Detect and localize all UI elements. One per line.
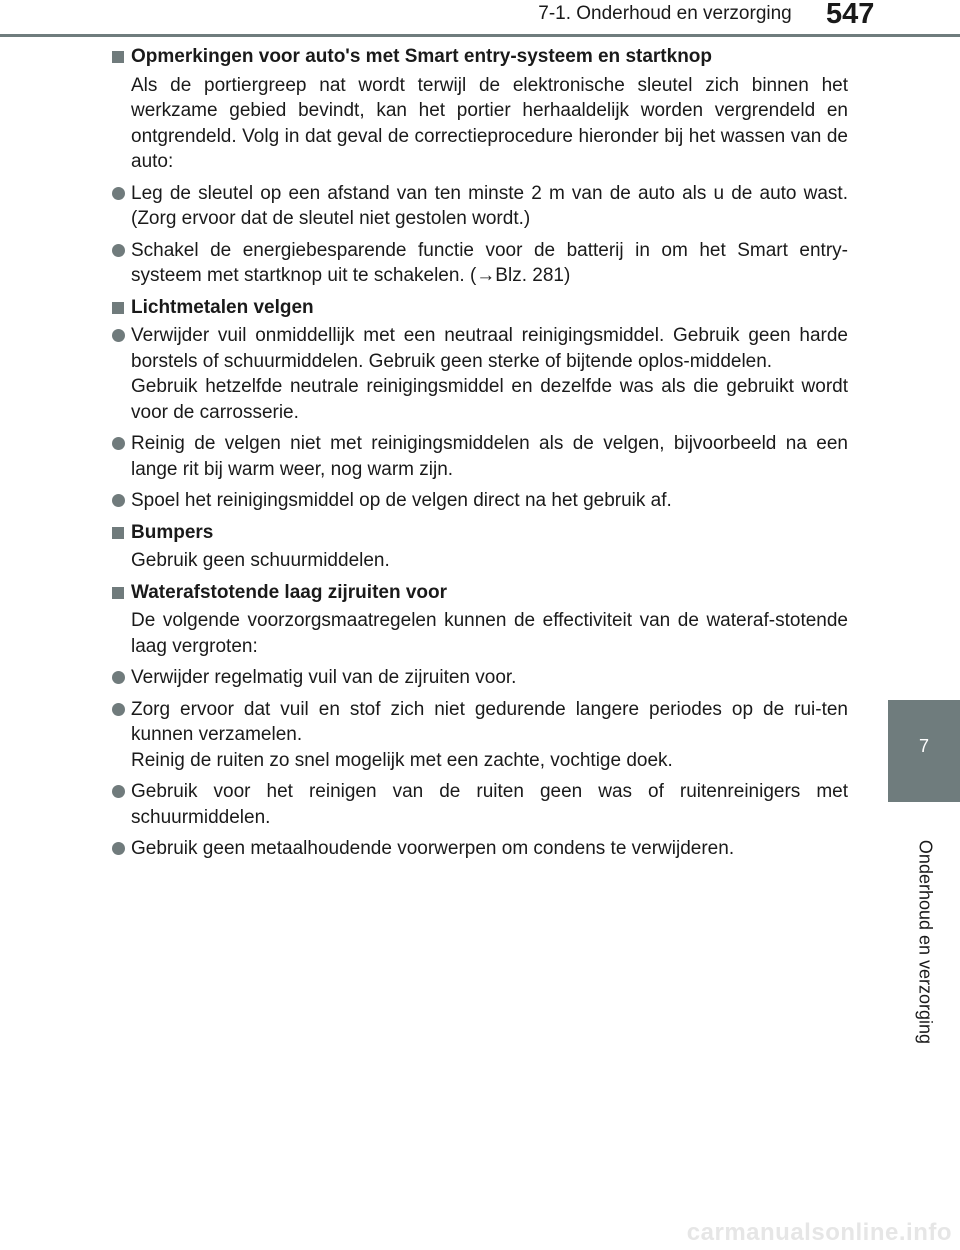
bullet-text: Verwijder vuil onmiddellijk met een neutraal reinigingsmiddel. Gebruik geen harde borstels of schuurmiddelen. Gebruik geen sterke of bijtende oplos-middelen. [131,325,848,372]
round-bullet-icon [112,244,125,257]
header-rule [0,34,960,37]
bullet-text: Spoel het reinigingsmiddel op de velgen direct na het gebruik af. [131,490,672,511]
section [112,520,848,574]
bullet-text: Gebruik voor het reinigen van de ruiten geen was of ruitenreinigers met schuurmiddelen. [131,781,848,828]
bullet-item [112,238,848,289]
bullet-text: Gebruik geen metaalhoudende voorwerpen om condens te verwijderen. [131,838,735,859]
section-heading-text: Bumpers [131,521,214,543]
bullet-item [112,323,848,425]
bullet-text: Reinig de ruiten zo snel mogelijk met een zachte, vochtige doek. [131,749,673,771]
running-header-title: 7-1. Onderhoud en verzorging [538,3,792,24]
square-bullet-icon [112,527,124,539]
bullet-text: Gebruik hetzelfde neutrale reinigingsmiddel en dezelfde was als die gebruikt wordt voor de carrosserie. [131,376,848,423]
bullet-item [112,431,848,482]
bullet-item [112,181,848,232]
bullet-text: Leg de sleutel op een afstand van ten minste 2 m van de auto als u de auto wast. (Zorg ervoor dat de sleutel niet gestolen wordt.) [131,182,848,229]
square-bullet-icon [112,302,124,314]
section [112,44,848,289]
bullet-text: Reinig de velgen niet met reinigingsmiddelen als de velgen, bijvoorbeeld na een lange rit bij warm weer, nog warm zijn. [131,433,848,480]
chapter-number: 7 [918,736,929,756]
section-paragraph: Als de portiergreep nat wordt terwijl de elektronische sleutel zich binnen het werkzame gebied bevindt, kan het portier herhaaldelijk worden vergrendeld en ontgrendeld. Volg in dat geval de correctieprocedure hieronder bij het wassen van de auto: [131,74,848,172]
bullet-item [112,836,848,862]
bullet-item [112,665,848,691]
section [112,295,848,514]
watermark: carmanualsonline.info [686,1219,952,1246]
section [112,580,848,862]
section-heading-text: Lichtmetalen velgen [131,296,314,318]
section-heading-text: Opmerkingen voor auto's met Smart entry-systeem en startknop [131,46,713,67]
bullet-text: Schakel de energiebesparende functie voor de batterij in om het Smart entry-systeem met startknop uit te schakelen. (→Blz. 281) [131,239,848,286]
bullet-item [112,488,848,514]
section-heading [112,580,848,606]
round-bullet-icon [112,437,125,450]
bullet-text: Verwijder regelmatig vuil van de zijruiten voor. [131,667,517,688]
chapter-tab-label-area [888,807,960,1077]
section-heading [112,44,848,70]
round-bullet-icon [112,785,125,798]
round-bullet-icon [112,703,125,716]
page-body [112,44,848,868]
round-bullet-icon [112,494,125,507]
bullet-text: Zorg ervoor dat vuil en stof zich niet gedurende langere periodes op de rui-ten kunnen verzamelen. [131,698,848,745]
section-paragraph: De volgende voorzorgsmaatregelen kunnen de effectiviteit van de wateraf-stotende laag vergroten: [131,610,848,657]
square-bullet-icon [112,51,124,63]
round-bullet-icon [112,187,125,200]
round-bullet-icon [112,842,125,855]
section-heading [112,295,848,321]
round-bullet-icon [112,671,125,684]
chapter-tab [888,700,960,802]
round-bullet-icon [112,329,125,342]
page-number: 547 [826,0,875,30]
square-bullet-icon [112,587,124,599]
bullet-item [112,779,848,830]
chapter-label: Onderhoud en verzorging [915,839,936,1045]
section-paragraph: Gebruik geen schuurmiddelen. [131,550,390,571]
section-heading-text: Waterafstotende laag zijruiten voor [131,581,448,603]
bullet-item [112,697,848,774]
section-heading [112,520,848,546]
